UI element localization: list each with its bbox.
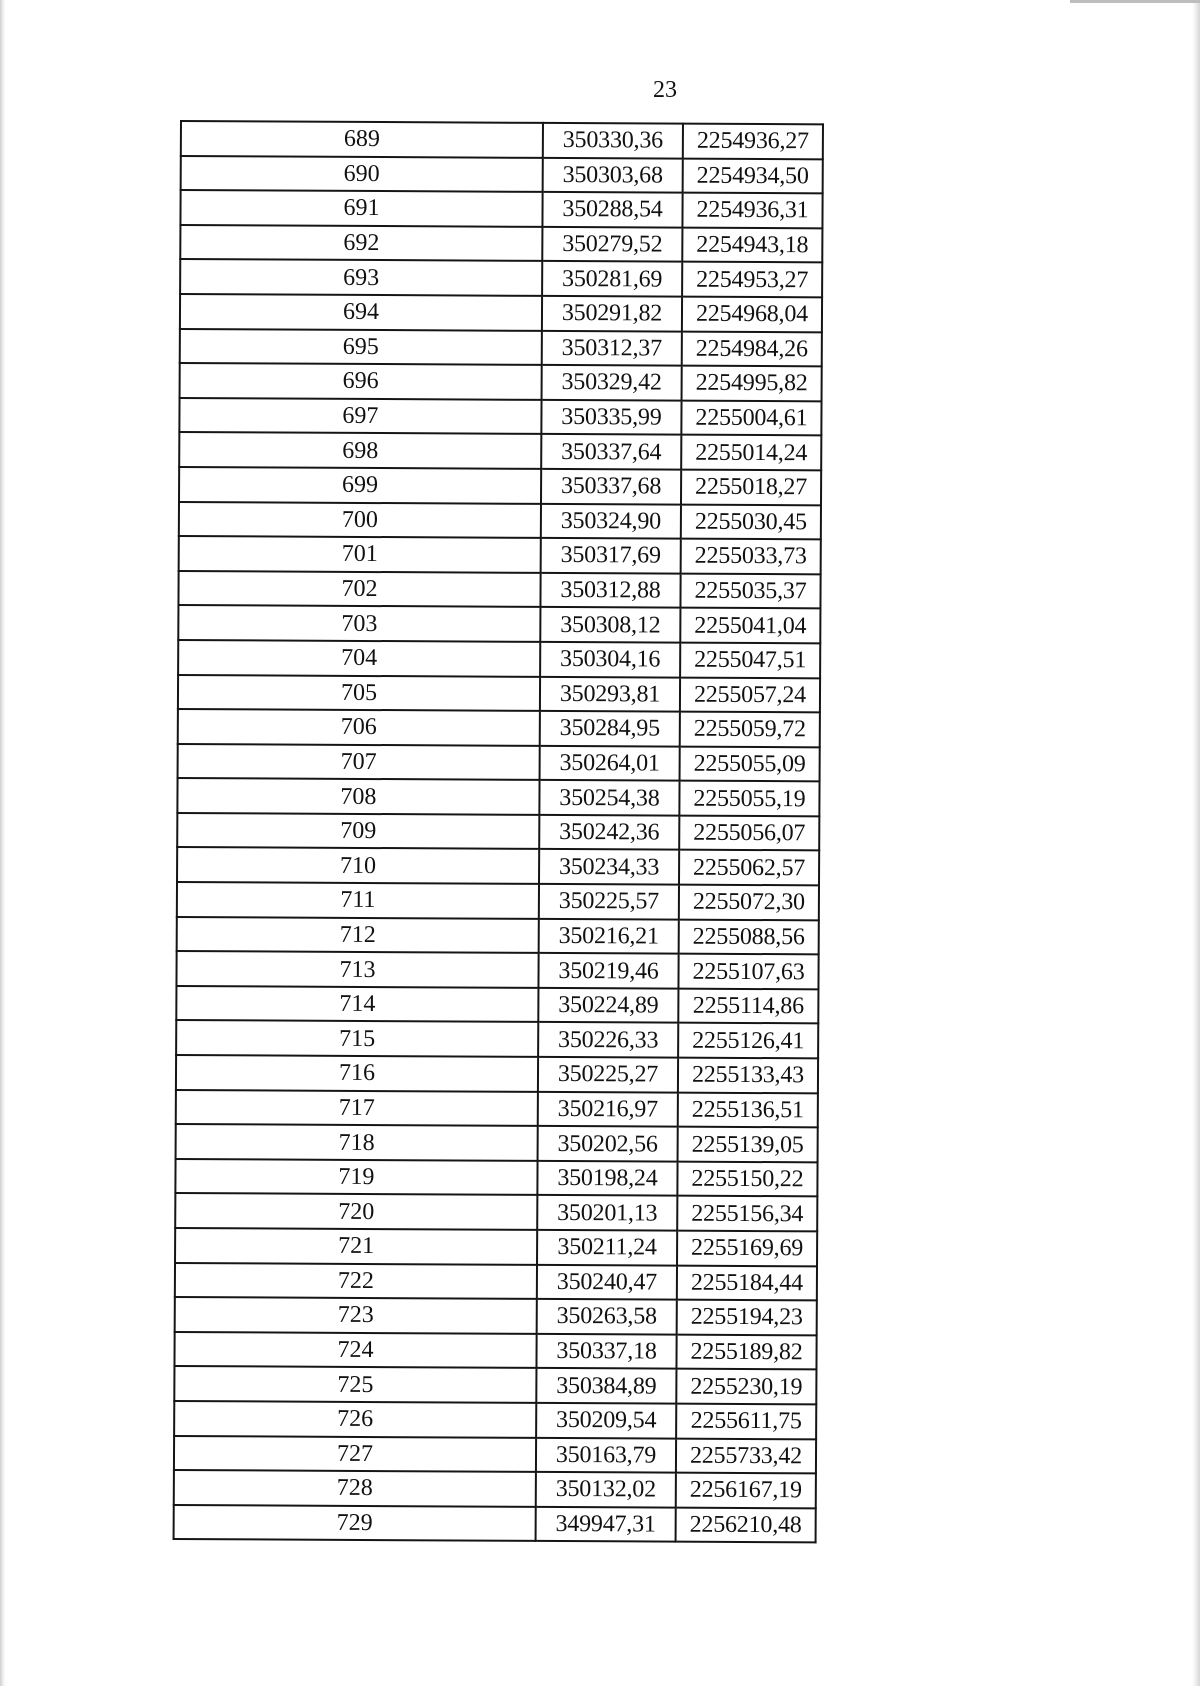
x-coordinate-cell: 350216,97 bbox=[538, 1092, 678, 1127]
point-number-cell: 717 bbox=[176, 1090, 538, 1126]
y-coordinate-cell: 2255072,30 bbox=[679, 885, 819, 920]
point-number-cell: 705 bbox=[178, 674, 540, 710]
scan-edge-left bbox=[0, 0, 6, 1686]
point-number-cell: 694 bbox=[180, 294, 542, 330]
point-number-cell: 721 bbox=[175, 1228, 537, 1264]
x-coordinate-cell: 350312,37 bbox=[542, 330, 682, 365]
y-coordinate-cell: 2255062,57 bbox=[679, 850, 819, 885]
point-number-cell: 692 bbox=[180, 225, 542, 261]
table-row bbox=[174, 1436, 816, 1474]
table-row bbox=[177, 813, 819, 851]
table-row bbox=[176, 1055, 818, 1093]
y-coordinate-cell: 2255055,09 bbox=[680, 746, 820, 781]
y-coordinate-cell: 2256167,19 bbox=[676, 1473, 816, 1508]
point-number-cell: 706 bbox=[178, 709, 540, 745]
y-coordinate-cell: 2255194,23 bbox=[677, 1300, 817, 1335]
table-row bbox=[174, 1505, 816, 1543]
x-coordinate-cell: 350216,21 bbox=[539, 919, 679, 954]
table-row bbox=[174, 1401, 816, 1439]
x-coordinate-cell: 350291,82 bbox=[542, 296, 682, 331]
y-coordinate-cell: 2254995,82 bbox=[682, 366, 822, 401]
table-row bbox=[178, 744, 820, 782]
table-row bbox=[181, 121, 823, 159]
y-coordinate-cell: 2255184,44 bbox=[677, 1265, 817, 1300]
point-number-cell: 712 bbox=[177, 917, 539, 953]
point-number-cell: 718 bbox=[176, 1124, 538, 1160]
point-number-cell: 710 bbox=[177, 847, 539, 883]
table-row bbox=[176, 1124, 818, 1162]
coordinate-table-body bbox=[174, 121, 823, 1543]
y-coordinate-cell: 2254984,26 bbox=[682, 331, 822, 366]
x-coordinate-cell: 350219,46 bbox=[538, 953, 678, 988]
point-number-cell: 698 bbox=[179, 432, 541, 468]
x-coordinate-cell: 350263,58 bbox=[537, 1299, 677, 1334]
point-number-cell: 702 bbox=[178, 571, 540, 607]
point-number-cell: 709 bbox=[177, 813, 539, 849]
table-row bbox=[178, 640, 820, 678]
point-number-cell: 723 bbox=[175, 1297, 537, 1333]
table-row bbox=[175, 1159, 817, 1197]
x-coordinate-cell: 350225,27 bbox=[538, 1057, 678, 1092]
x-coordinate-cell: 350211,24 bbox=[537, 1230, 677, 1265]
y-coordinate-cell: 2255035,37 bbox=[680, 573, 820, 608]
x-coordinate-cell: 350284,95 bbox=[540, 711, 680, 746]
table-row bbox=[180, 190, 822, 228]
x-coordinate-cell: 350337,68 bbox=[541, 469, 681, 504]
point-number-cell: 703 bbox=[178, 605, 540, 641]
x-coordinate-cell: 350308,12 bbox=[540, 607, 680, 642]
table-row bbox=[175, 1263, 817, 1301]
table-row bbox=[179, 398, 821, 436]
point-number-cell: 711 bbox=[177, 882, 539, 918]
table-row bbox=[174, 1470, 816, 1508]
y-coordinate-cell: 2255088,56 bbox=[679, 919, 819, 954]
point-number-cell: 690 bbox=[181, 156, 543, 192]
point-number-cell: 693 bbox=[180, 259, 542, 295]
point-number-cell: 700 bbox=[179, 502, 541, 538]
y-coordinate-cell: 2255150,22 bbox=[677, 1161, 817, 1196]
x-coordinate-cell: 350337,18 bbox=[536, 1334, 676, 1369]
point-number-cell: 727 bbox=[174, 1436, 536, 1472]
x-coordinate-cell: 350202,56 bbox=[538, 1126, 678, 1161]
page-number: 23 bbox=[653, 77, 677, 103]
x-coordinate-cell: 349947,31 bbox=[536, 1507, 676, 1542]
x-coordinate-cell: 350225,57 bbox=[539, 884, 679, 919]
table-row bbox=[179, 502, 821, 540]
x-coordinate-cell: 350198,24 bbox=[537, 1161, 677, 1196]
point-number-cell: 697 bbox=[179, 398, 541, 434]
point-number-cell: 707 bbox=[178, 744, 540, 780]
x-coordinate-cell: 350201,13 bbox=[537, 1195, 677, 1230]
x-coordinate-cell: 350132,02 bbox=[536, 1472, 676, 1507]
point-number-cell: 729 bbox=[174, 1505, 536, 1541]
table-row bbox=[179, 432, 821, 470]
point-number-cell: 699 bbox=[179, 467, 541, 503]
table-row bbox=[180, 259, 822, 297]
table-row bbox=[178, 605, 820, 643]
x-coordinate-cell: 350254,38 bbox=[539, 780, 679, 815]
table-row bbox=[177, 917, 819, 955]
y-coordinate-cell: 2255047,51 bbox=[680, 643, 820, 678]
table-row bbox=[176, 986, 818, 1024]
table-row bbox=[176, 951, 818, 989]
y-coordinate-cell: 2255114,86 bbox=[678, 988, 818, 1023]
x-coordinate-cell: 350240,47 bbox=[537, 1264, 677, 1299]
table-row bbox=[174, 1366, 816, 1404]
y-coordinate-cell: 2254934,50 bbox=[683, 158, 823, 193]
y-coordinate-cell: 2255733,42 bbox=[676, 1438, 816, 1473]
x-coordinate-cell: 350224,89 bbox=[538, 988, 678, 1023]
y-coordinate-cell: 2255156,34 bbox=[677, 1196, 817, 1231]
point-number-cell: 695 bbox=[180, 329, 542, 365]
x-coordinate-cell: 350209,54 bbox=[536, 1403, 676, 1438]
y-coordinate-cell: 2254936,31 bbox=[682, 193, 822, 228]
table-row bbox=[177, 847, 819, 885]
y-coordinate-cell: 2254943,18 bbox=[682, 227, 822, 262]
x-coordinate-cell: 350264,01 bbox=[540, 746, 680, 781]
point-number-cell: 716 bbox=[176, 1055, 538, 1091]
x-coordinate-cell: 350288,54 bbox=[542, 192, 682, 227]
x-coordinate-cell: 350317,69 bbox=[541, 538, 681, 573]
table-row bbox=[180, 294, 822, 332]
y-coordinate-cell: 2254953,27 bbox=[682, 262, 822, 297]
y-coordinate-cell: 2255611,75 bbox=[676, 1404, 816, 1439]
table-row bbox=[179, 467, 821, 505]
y-coordinate-cell: 2255107,63 bbox=[678, 954, 818, 989]
y-coordinate-cell: 2255126,41 bbox=[678, 1023, 818, 1058]
x-coordinate-cell: 350335,99 bbox=[541, 400, 681, 435]
point-number-cell: 708 bbox=[177, 778, 539, 814]
scan-edge-right bbox=[1192, 0, 1200, 1686]
y-coordinate-cell: 2254968,04 bbox=[682, 297, 822, 332]
x-coordinate-cell: 350330,36 bbox=[543, 123, 683, 158]
y-coordinate-cell: 2255055,19 bbox=[679, 781, 819, 816]
x-coordinate-cell: 350226,33 bbox=[538, 1022, 678, 1057]
y-coordinate-cell: 2255018,27 bbox=[681, 470, 821, 505]
table-row bbox=[175, 1193, 817, 1231]
point-number-cell: 691 bbox=[180, 190, 542, 226]
point-number-cell: 722 bbox=[175, 1263, 537, 1299]
y-coordinate-cell: 2255230,19 bbox=[676, 1369, 816, 1404]
table-row bbox=[178, 709, 820, 747]
x-coordinate-cell: 350293,81 bbox=[540, 676, 680, 711]
point-number-cell: 725 bbox=[174, 1366, 536, 1402]
x-coordinate-cell: 350234,33 bbox=[539, 849, 679, 884]
point-number-cell: 714 bbox=[176, 986, 538, 1022]
point-number-cell: 689 bbox=[181, 121, 543, 157]
y-coordinate-cell: 2255041,04 bbox=[680, 608, 820, 643]
y-coordinate-cell: 2255136,51 bbox=[678, 1092, 818, 1127]
y-coordinate-cell: 2255169,69 bbox=[677, 1231, 817, 1266]
x-coordinate-cell: 350242,36 bbox=[539, 815, 679, 850]
y-coordinate-cell: 2254936,27 bbox=[683, 124, 823, 159]
y-coordinate-cell: 2255139,05 bbox=[678, 1127, 818, 1162]
point-number-cell: 696 bbox=[180, 363, 542, 399]
point-number-cell: 704 bbox=[178, 640, 540, 676]
y-coordinate-cell: 2255004,61 bbox=[681, 400, 821, 435]
table-row bbox=[176, 1020, 818, 1058]
y-coordinate-cell: 2255014,24 bbox=[681, 435, 821, 470]
y-coordinate-cell: 2255030,45 bbox=[681, 504, 821, 539]
y-coordinate-cell: 2255057,24 bbox=[680, 677, 820, 712]
point-number-cell: 724 bbox=[174, 1332, 536, 1368]
point-number-cell: 701 bbox=[179, 536, 541, 572]
table-row bbox=[180, 363, 822, 401]
table-row bbox=[180, 225, 822, 263]
x-coordinate-cell: 350163,79 bbox=[536, 1437, 676, 1472]
x-coordinate-cell: 350303,68 bbox=[543, 157, 683, 192]
x-coordinate-cell: 350312,88 bbox=[540, 573, 680, 608]
table-row bbox=[180, 329, 822, 367]
y-coordinate-cell: 2255189,82 bbox=[676, 1334, 816, 1369]
table-row bbox=[175, 1297, 817, 1335]
y-coordinate-cell: 2256210,48 bbox=[676, 1507, 816, 1542]
table-row bbox=[174, 1332, 816, 1370]
point-number-cell: 713 bbox=[176, 951, 538, 987]
scan-edge-top-right bbox=[1070, 0, 1200, 3]
y-coordinate-cell: 2255056,07 bbox=[679, 815, 819, 850]
table-row bbox=[178, 674, 820, 712]
x-coordinate-cell: 350324,90 bbox=[541, 503, 681, 538]
table-row bbox=[178, 571, 820, 609]
x-coordinate-cell: 350329,42 bbox=[542, 365, 682, 400]
x-coordinate-cell: 350279,52 bbox=[542, 227, 682, 262]
y-coordinate-cell: 2255033,73 bbox=[681, 539, 821, 574]
x-coordinate-cell: 350337,64 bbox=[541, 434, 681, 469]
table-row bbox=[175, 1228, 817, 1266]
table-row bbox=[181, 156, 823, 194]
x-coordinate-cell: 350281,69 bbox=[542, 261, 682, 296]
table-row bbox=[177, 778, 819, 816]
table-row bbox=[177, 882, 819, 920]
table-row bbox=[176, 1090, 818, 1128]
point-number-cell: 728 bbox=[174, 1470, 536, 1506]
y-coordinate-cell: 2255133,43 bbox=[678, 1058, 818, 1093]
x-coordinate-cell: 350384,89 bbox=[536, 1368, 676, 1403]
table-row bbox=[179, 536, 821, 574]
x-coordinate-cell: 350304,16 bbox=[540, 642, 680, 677]
y-coordinate-cell: 2255059,72 bbox=[680, 712, 820, 747]
point-number-cell: 726 bbox=[174, 1401, 536, 1437]
point-number-cell: 720 bbox=[175, 1193, 537, 1229]
coordinate-table bbox=[173, 120, 824, 1544]
point-number-cell: 719 bbox=[175, 1159, 537, 1195]
point-number-cell: 715 bbox=[176, 1020, 538, 1056]
